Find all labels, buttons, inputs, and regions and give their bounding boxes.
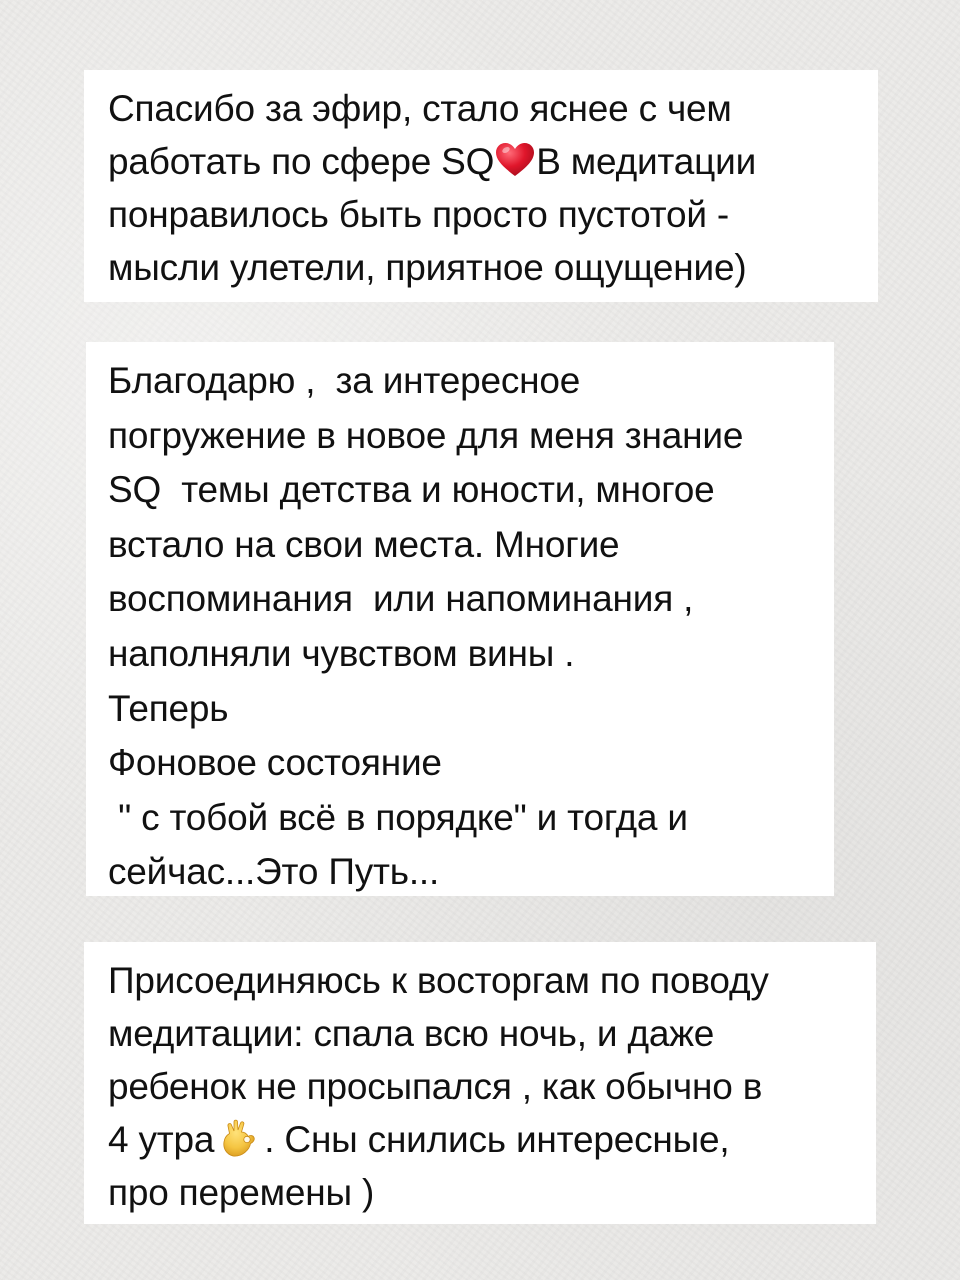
message-2-line-9: " с тобой всё в порядке" и тогда и xyxy=(108,796,688,838)
message-3-line-4-after: . Сны снились интересные, xyxy=(264,1119,730,1160)
message-3-line-4 xyxy=(108,1113,876,1166)
message-2-line-7: Теперь xyxy=(108,687,229,729)
message-1-line-2-before: работать по сфере SQ xyxy=(108,141,495,182)
message-3-line-2: медитации: спала всю ночь, и даже xyxy=(108,1013,715,1054)
message-3-line-1: Присоединяюсь к восторгам по поводу xyxy=(108,960,769,1001)
message-2-line-10: сейчас...Это Путь... xyxy=(108,851,440,893)
message-1-line-1: Спасибо за эфир, стало яснее с чем xyxy=(108,88,732,129)
message-3-line-5: про перемены ) xyxy=(108,1172,375,1213)
message-2-line-5: воспоминания или напоминания , xyxy=(108,578,694,620)
message-card-1 xyxy=(84,70,878,302)
message-1-line-2 xyxy=(108,135,878,188)
message-2-line-2: погружение в новое для меня знание xyxy=(108,414,744,456)
message-card-2 xyxy=(86,342,834,896)
ok-hand-icon xyxy=(220,1118,260,1158)
red-heart-icon xyxy=(495,139,535,175)
message-3-line-4-before: 4 утра xyxy=(108,1119,215,1160)
message-1-line-4: мысли улетели, приятное ощущение) xyxy=(108,247,747,288)
message-2-line-4: встало на свои места. Многие xyxy=(108,523,620,565)
message-card-3 xyxy=(84,942,876,1224)
message-2-line-6: наполняли чувством вины . xyxy=(108,632,575,674)
message-3-line-3: ребенок не просыпался , как обычно в xyxy=(108,1066,763,1107)
message-2-line-8: Фоновое состояние xyxy=(108,742,442,784)
message-1-line-2-after: В медитации xyxy=(536,141,757,182)
message-1-line-3: понравилось быть просто пустотой - xyxy=(108,194,730,235)
message-2-line-1: Благодарю , за интересное xyxy=(108,360,581,401)
message-2-line-3: SQ темы детства и юности, многое xyxy=(108,469,715,511)
